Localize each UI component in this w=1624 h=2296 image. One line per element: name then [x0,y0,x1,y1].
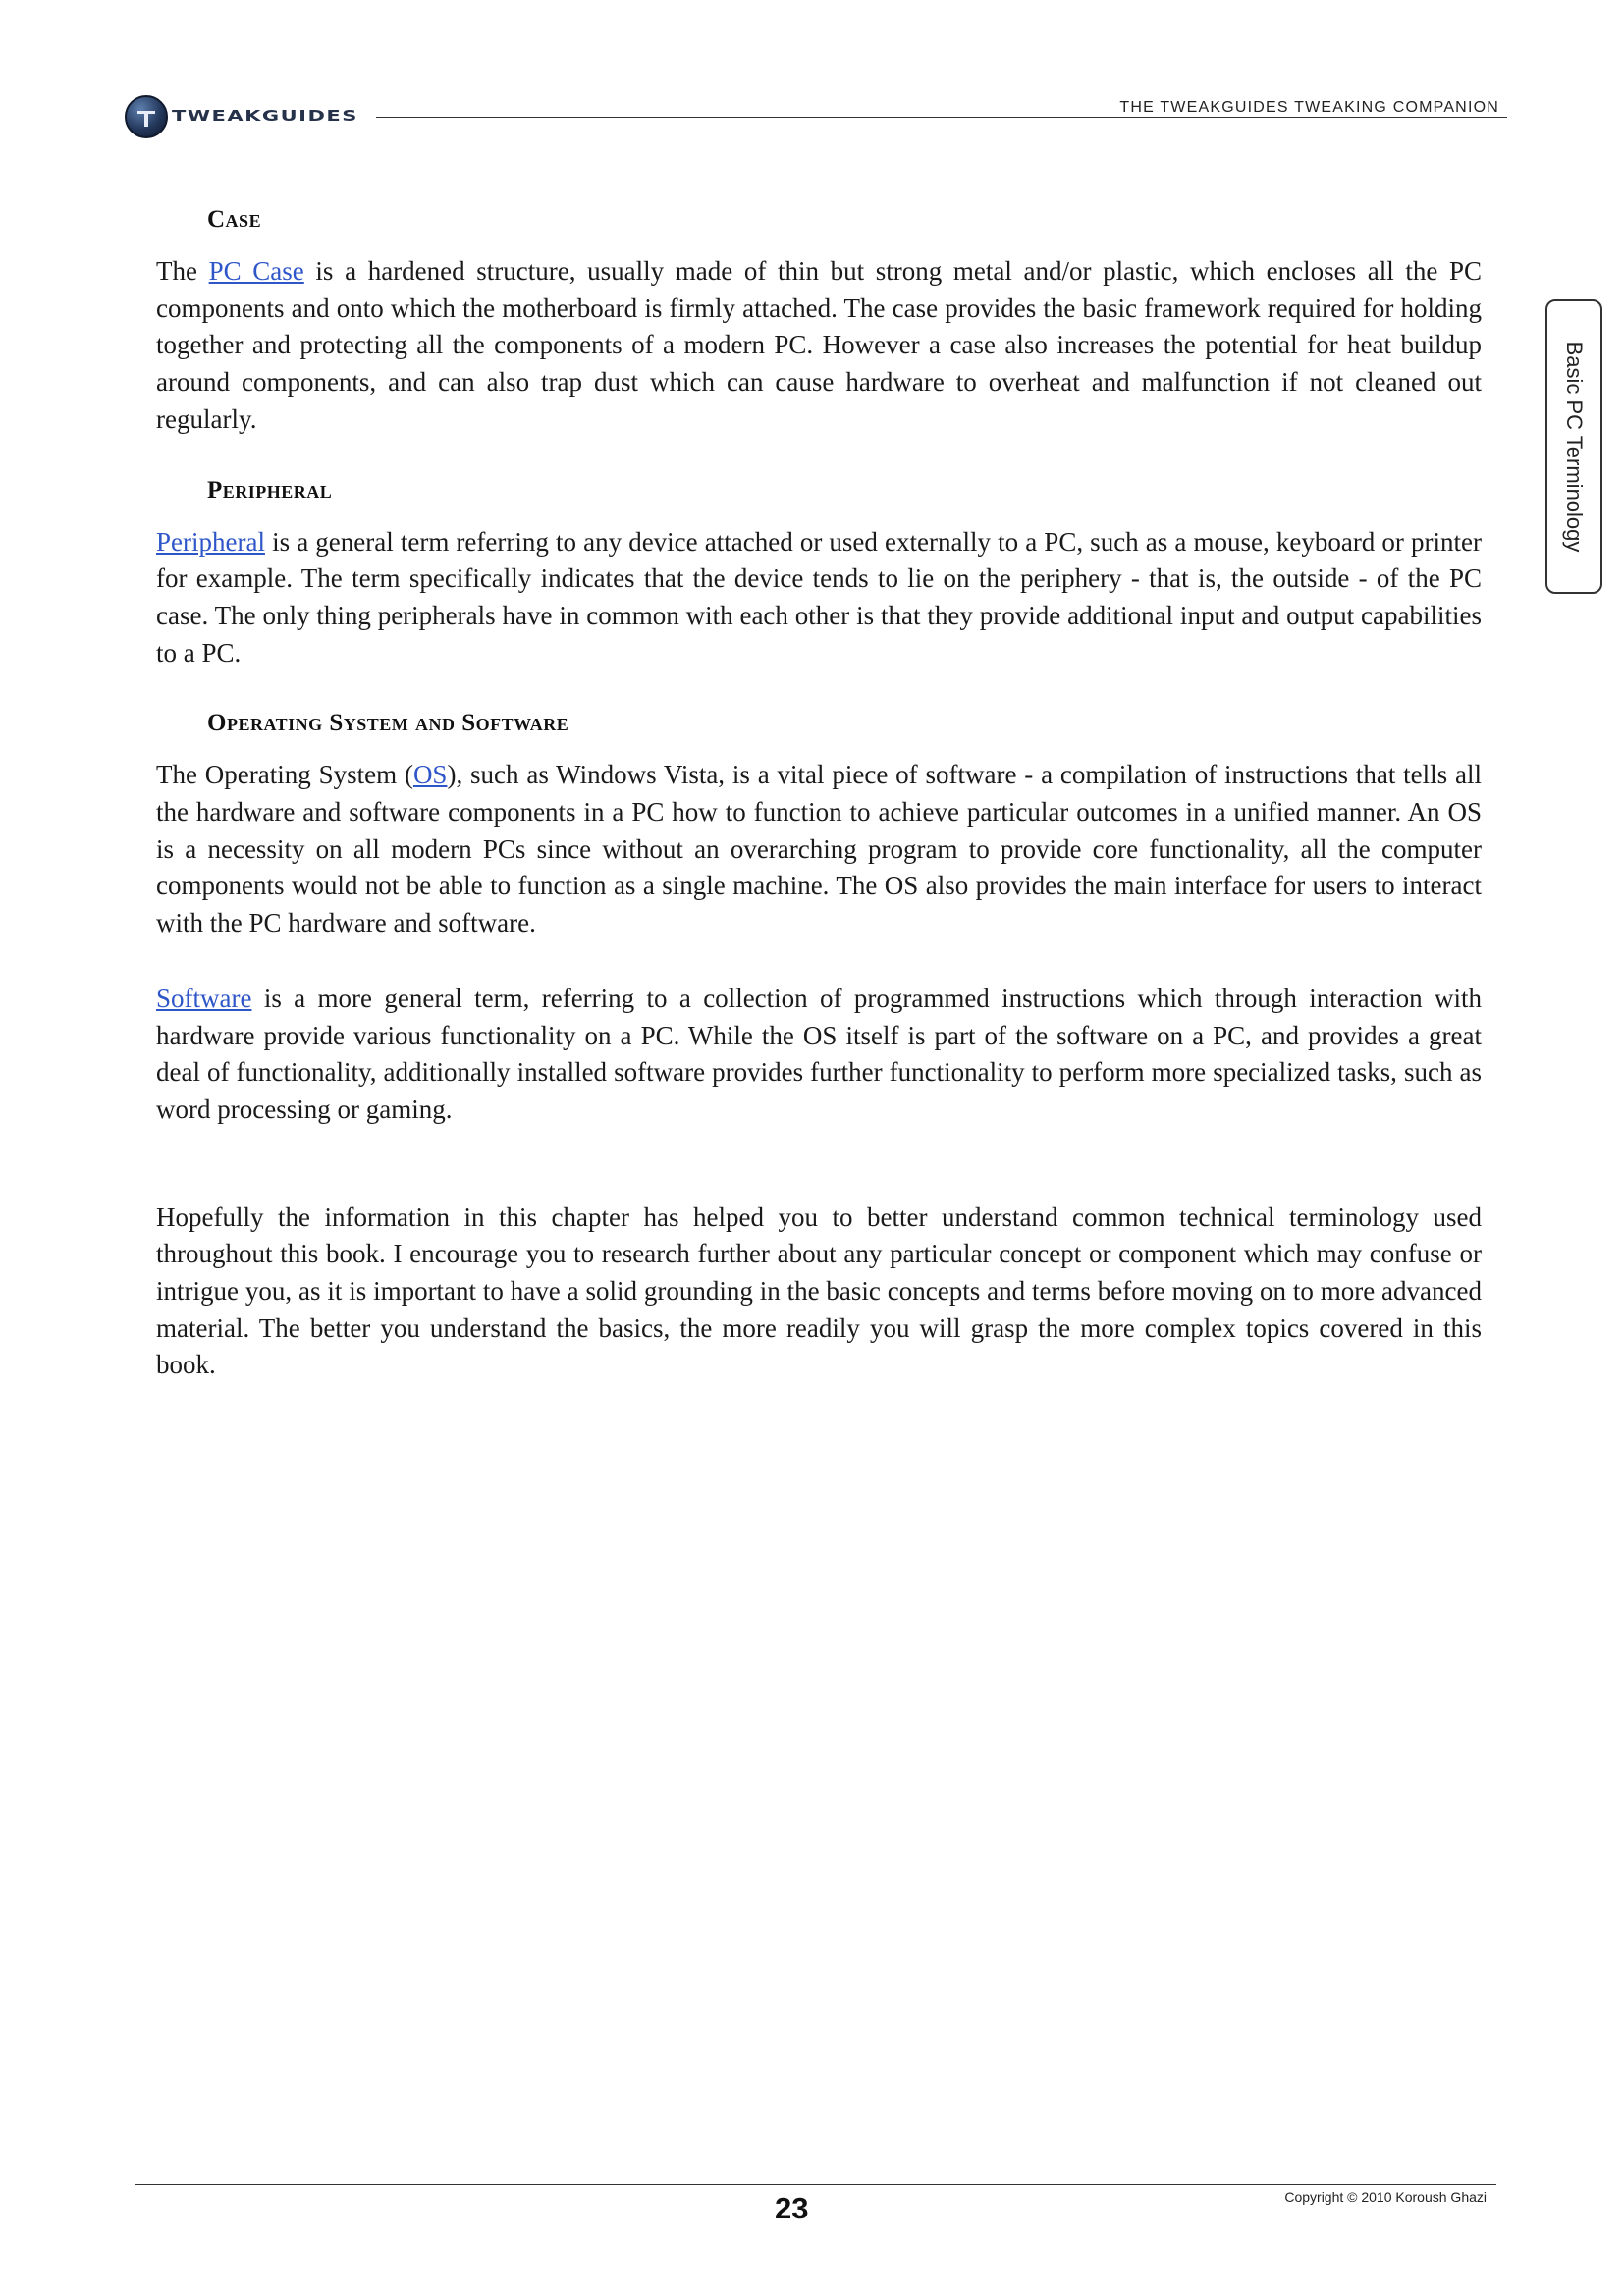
text-fragment: The Operating System ( [156,760,413,790]
paragraph-os [156,757,1482,942]
logo-emblem-icon [125,95,168,138]
page-content [156,206,1482,1384]
paragraph-software [156,981,1482,1129]
copyright-notice: Copyright © 2010 Koroush Ghazi [1284,2189,1487,2205]
header-divider [376,117,1507,118]
link-os[interactable]: OS [412,760,448,790]
footer-divider [135,2184,1496,2185]
text-fragment: is a hardened structure, usually made of thin but strong metal and/or plastic, which encloses all the PC components and onto which the motherboard is firmly attached. The case provides the basic framework required for holding together and protecting all the components of a modern PC. However a case also increases the potential for heat buildup around components, and can also trap dust which can cause hardware to overheat and malfunction if not cleaned out regularly. [156,256,1483,434]
link-software[interactable]: Software [156,983,252,1013]
chapter-side-tab-label: Basic PC Terminology [1562,341,1587,553]
heading-peripheral: Peripheral [207,476,333,504]
page-number: 23 [775,2191,809,2225]
paragraph-case [156,253,1482,439]
tweakguides-logo [125,95,360,142]
logo-text: TWEAKGUIDES [172,107,358,125]
text-fragment: The [156,256,209,286]
link-peripheral[interactable]: Peripheral [156,526,265,557]
header-title: THE TWEAKGUIDES TWEAKING COMPANION [1119,99,1499,116]
paragraph-peripheral [156,524,1482,672]
link-pc-case[interactable]: PC Case [208,256,304,286]
heading-operating-system: Operating System and Software [207,710,569,737]
heading-case: Case [207,206,262,233]
paragraph-closing: Hopefully the information in this chapter has helped you to better understand common technical terminology used throughout this book. I encourage you to research further about any particular concept or component which may confuse or intrigue you, as it is important to have a solid grounding in the basic concepts and terms before moving on to more advanced material. The better you understand the basics, the more readily you will grasp the more complex topics covered in this book. [156,1201,1482,1380]
text-fragment: ), such as Windows Vista, is a vital piece of software - a compilation of instructions that tells all the hardware and software components in a PC how to function to achieve particular outcomes in a unified manner. An OS is a necessity on all modern PCs since without an overarching program to provide core functionality, all the computer components would not be able to function as a single machine. The OS also provides the main interface for users to interact with the PC hardware and software. [156,760,1482,938]
text-fragment: is a more general term, referring to a collection of programmed instructions which through interaction with hardware provide various functionality on a PC. While the OS itself is part of the software on a PC, and provides a great deal of functionality, additionally installed software provides further functionality to perform more specialized tasks, such as word processing or gaming. [156,983,1482,1124]
text-fragment: is a general term referring to any device attached or used externally to a PC, such as a mouse, keyboard or printer for example. The term specifically indicates that the device tends to lie on the periphery - that is, the outside - of the PC case. The only thing peripherals have in common with each other is that they provide additional input and output capabilities to a PC. [156,526,1482,667]
